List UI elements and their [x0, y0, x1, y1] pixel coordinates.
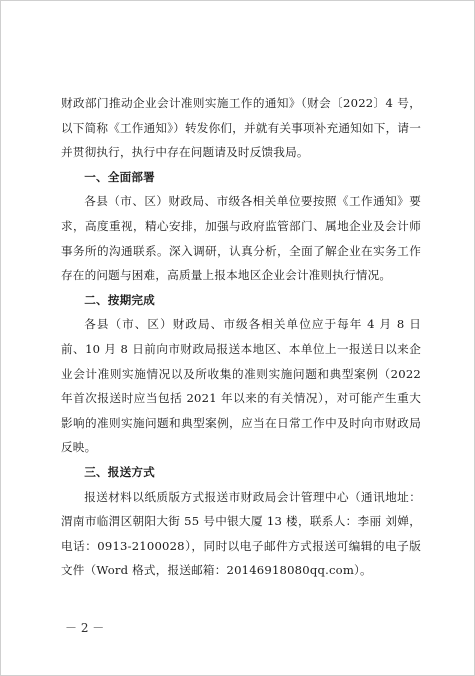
section-paragraph-2: 各县（市、区）财政局、市级各相关单位应于每年 4 月 8 日前、10 月 8 日前向市财政局报送本地区、本单位上一报送日以来企业会计准则实施情况以及所收集的准则实施问题和典型案例（2022 年首次报送时应当包括 2021 年以来的有关情况），对可能产生重大影响的准则实施问题和典型案例，应当在日常工作中及时向市财政局反映。	[61, 317, 421, 455]
document-body	[61, 91, 421, 583]
section-paragraph-1: 各县（市、区）财政局、市级各相关单位要按照《工作通知》要求，高度重视，精心安排，加强与政府监管部门、属地企业及会计师事务所的沟通联系。深入调研，认真分析，全面了解企业在实务工作存在的问题与困难，高质量上报本地区企业会计准则执行情况。	[61, 194, 421, 283]
page-number: － 2 －	[65, 621, 105, 635]
section-heading-3: 三、报送方式	[84, 464, 155, 479]
intro-paragraph: 财政部门推动企业会计准则实施工作的通知》（财会〔2022〕4 号，以下简称《工作通知》）转发你们，并就有关事项补充通知如下，请一并贯彻执行，执行中存在问题请及时反馈我局。	[61, 96, 421, 160]
section-paragraph-3: 报送材料以纸质版方式报送市财政局会计管理中心（通讯地址：渭南市临渭区朝阳大街 55 号中银大厦 13 楼，联系人：李丽 刘婵，电话：0913-2100028），同时以电子邮件方式报送可编辑的电子版文件（Word 格式，报送邮箱：20146918080qq.com）。	[61, 489, 421, 578]
section-heading-2: 二、按期完成	[84, 292, 155, 307]
section-heading-1: 一、全面部署	[84, 169, 155, 184]
